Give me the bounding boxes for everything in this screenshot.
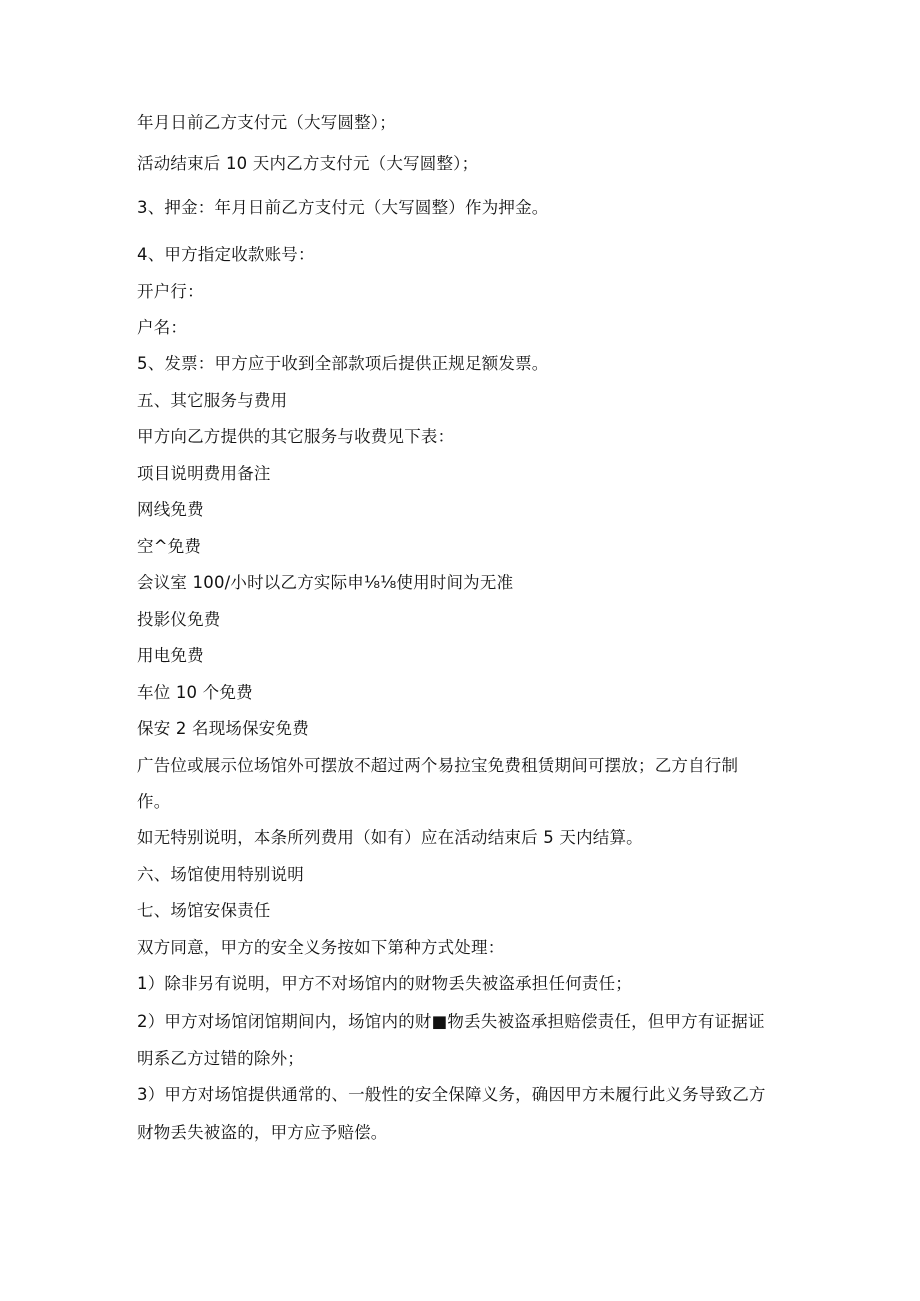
table-row-line: 投影仪免费 <box>137 610 221 629</box>
text-line: 财物丢失被盗的，甲方应予赔偿。 <box>137 1123 388 1142</box>
table-row-line: 用电免费 <box>137 646 204 665</box>
text-line: 3、押金：年月日前乙方支付元（大写圆整）作为押金。 <box>137 198 549 217</box>
text-line: 5、发票：甲方应于收到全部款项后提供正规足额发票。 <box>137 354 549 373</box>
text-line: 年月日前乙方支付元（大写圆整）； <box>137 113 396 132</box>
text-line: 甲方向乙方提供的其它服务与收费见下表： <box>137 427 455 446</box>
text-line: 活动结束后 10 天内乙方支付元（大写圆整）； <box>137 154 479 173</box>
text-line: 1）除非另有说明，甲方不对场馆内的财物丢失被盗承担任何责任； <box>137 974 632 993</box>
table-header-line: 项目说明费用备注 <box>137 464 271 483</box>
text-line: 如无特别说明，本条所列费用（如有）应在活动结束后 5 天内结算。 <box>137 828 643 847</box>
table-row-line: 广告位或展示位场馆外可摆放不超过两个易拉宝免费租赁期间可摆放；乙方自行制 <box>137 756 739 775</box>
text-line: 双方同意，甲方的安全义务按如下第种方式处理： <box>137 938 505 957</box>
text-line: 开户行： <box>137 282 204 301</box>
section-heading: 七、场馆安保责任 <box>137 901 271 920</box>
table-row-line: 会议室 100/小时以乙方实际申⅛⅛使用时间为无准 <box>137 573 514 592</box>
text-line: 户名： <box>137 318 188 337</box>
section-heading: 六、场馆使用特别说明 <box>137 865 304 884</box>
text-line: 作。 <box>137 792 171 811</box>
table-row-line: 空^免费 <box>137 537 202 556</box>
section-heading: 五、其它服务与费用 <box>137 391 288 410</box>
table-row-line: 车位 10 个免费 <box>137 683 253 702</box>
table-row-line: 网线免费 <box>137 500 204 519</box>
text-line: 明系乙方过错的除外； <box>137 1049 304 1068</box>
text-line: 4、甲方指定收款账号： <box>137 245 315 264</box>
text-line: 3）甲方对场馆提供通常的、一般性的安全保障义务，确因甲方未履行此义务导致乙方 <box>137 1085 766 1104</box>
text-line: 2）甲方对场馆闭馆期间内，场馆内的财■物丢失被盗承担赔偿责任，但甲方有证据证 <box>137 1012 765 1031</box>
table-row-line: 保安 2 名现场保安免费 <box>137 719 309 738</box>
